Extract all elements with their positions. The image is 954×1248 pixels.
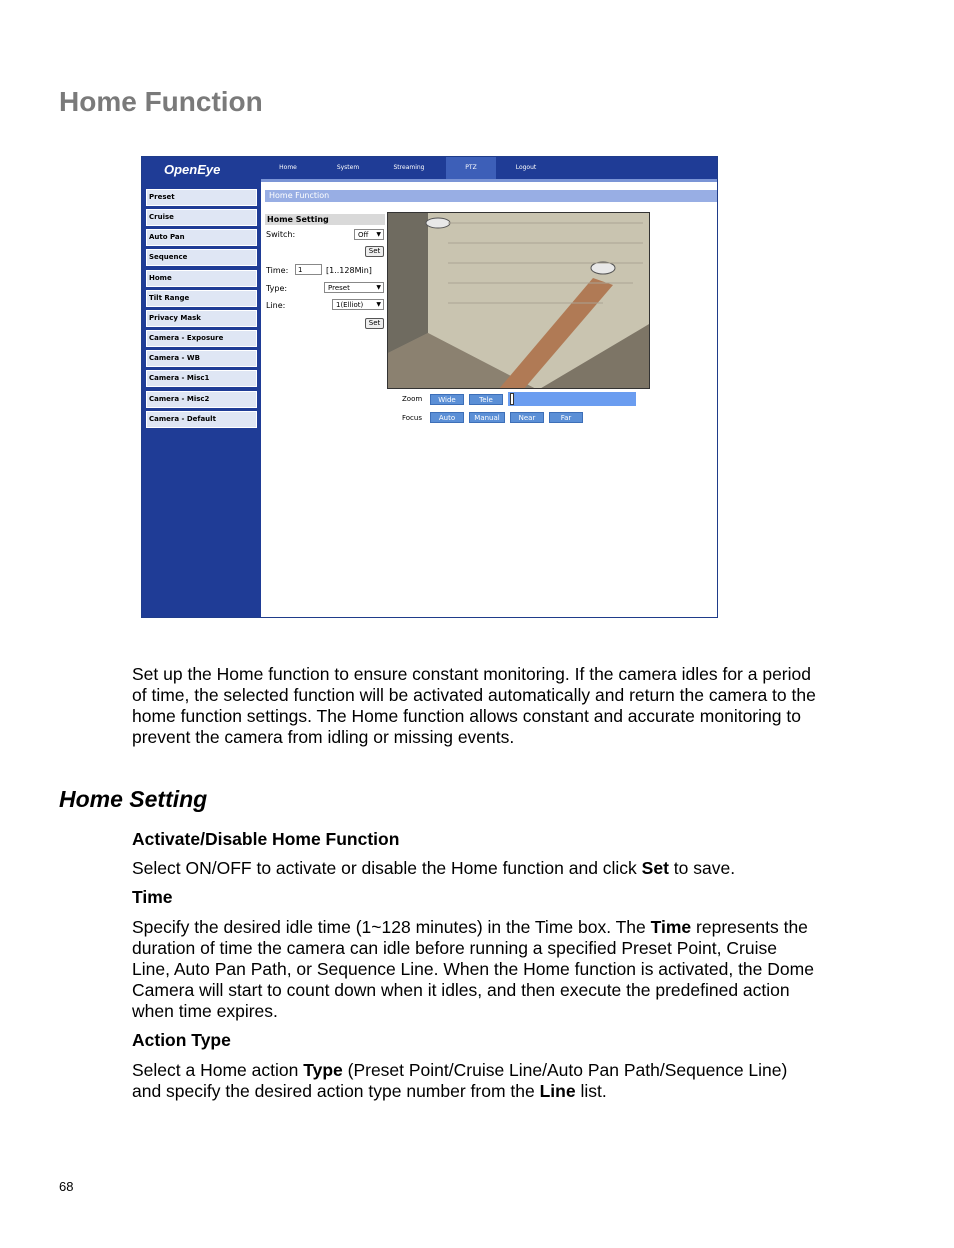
text-run: (Preset Point/Cruise Line/Auto Pan Path/Sequence Line) xyxy=(342,1060,788,1080)
intro-paragraph xyxy=(132,664,857,748)
text-run: when time expires. xyxy=(132,1001,278,1021)
action-type-paragraph xyxy=(132,1060,857,1102)
focus-auto-button[interactable]: Auto xyxy=(430,412,464,423)
zoom-slider-track[interactable] xyxy=(508,392,636,406)
menu-camera-default[interactable]: Camera - Default xyxy=(146,411,257,428)
bold-run: Time xyxy=(650,917,692,937)
zoom-wide-button[interactable]: Wide xyxy=(430,394,464,405)
focus-label: Focus xyxy=(402,414,422,422)
intro-line: of time, the selected function will be activated automatically and return the camera to the xyxy=(132,685,816,705)
chevron-down-icon: ▼ xyxy=(376,231,381,238)
switch-label: Switch: xyxy=(266,230,296,239)
action-type-heading: Action Type xyxy=(132,1030,231,1050)
switch-select[interactable] xyxy=(354,229,384,240)
subsection-title-bar: Home Setting xyxy=(265,214,385,225)
text-run: Select a Home action xyxy=(132,1060,304,1080)
type-label: Type: xyxy=(266,284,288,293)
nav-underline xyxy=(261,179,717,182)
line-value: 1(Elliot) xyxy=(336,301,364,309)
menu-privacy-mask[interactable]: Privacy Mask xyxy=(146,310,257,327)
camera-live-view xyxy=(387,212,650,389)
nav-streaming[interactable]: Streaming xyxy=(393,164,425,171)
sidebar xyxy=(142,157,261,617)
focus-far-button[interactable]: Far xyxy=(549,412,583,423)
bold-run: Line xyxy=(539,1081,576,1101)
text-run: and specify the desired action type number from the xyxy=(132,1081,540,1101)
switch-set-button[interactable]: Set xyxy=(365,246,384,257)
bold-run: Type xyxy=(303,1060,343,1080)
activate-heading: Activate/Disable Home Function xyxy=(132,829,400,849)
text-run: Select ON/OFF to activate or disable the Home function and click xyxy=(132,858,642,878)
focus-manual-button[interactable]: Manual xyxy=(469,412,505,423)
line-label: Line: xyxy=(266,301,286,310)
menu-camera-misc2[interactable]: Camera - Misc2 xyxy=(146,391,257,408)
bold-run: Set xyxy=(641,858,669,878)
switch-value: Off xyxy=(358,231,369,239)
text-run: Specify the desired idle time (1~128 minutes) in the Time box. The xyxy=(132,917,651,937)
section-title-bar: Home Function xyxy=(265,190,718,202)
text-run: list. xyxy=(575,1081,607,1101)
text-run: Line, Auto Pan Path, or Sequence Line. When the Home function is activated, the Dome xyxy=(132,959,814,979)
chevron-down-icon: ▼ xyxy=(376,284,381,291)
zoom-slider-handle[interactable] xyxy=(510,393,514,405)
zoom-tele-button[interactable]: Tele xyxy=(469,394,503,405)
text-run: represents the xyxy=(691,917,808,937)
focus-near-button[interactable]: Near xyxy=(510,412,544,423)
menu-tilt-range[interactable]: Tilt Range xyxy=(146,290,257,307)
intro-line: prevent the camera from idling or missing events. xyxy=(132,727,515,747)
time-label: Time: xyxy=(266,266,289,275)
text-run: duration of time the camera can idle before running a specified Preset Point, Cruise xyxy=(132,938,777,958)
menu-preset[interactable]: Preset xyxy=(146,189,257,206)
time-heading: Time xyxy=(132,887,173,907)
nav-system[interactable]: System xyxy=(336,164,360,171)
menu-auto-pan[interactable]: Auto Pan xyxy=(146,229,257,246)
menu-sequence[interactable]: Sequence xyxy=(146,249,257,266)
menu-cruise[interactable]: Cruise xyxy=(146,209,257,226)
menu-camera-exposure[interactable]: Camera - Exposure xyxy=(146,330,257,347)
nav-home[interactable]: Home xyxy=(279,164,297,171)
openeye-logo: OpenEye xyxy=(142,157,261,182)
time-range-hint: [1..128Min] xyxy=(326,266,372,275)
nav-ptz[interactable]: PTZ xyxy=(446,157,496,179)
page-number: 68 xyxy=(59,1179,74,1194)
menu-camera-wb[interactable]: Camera - WB xyxy=(146,350,257,367)
nav-logout[interactable]: Logout xyxy=(515,164,537,171)
type-select[interactable] xyxy=(324,282,384,293)
time-paragraph xyxy=(132,917,857,1022)
page-title: Home Function xyxy=(59,86,263,117)
intro-line: Set up the Home function to ensure constant monitoring. If the camera idles for a period xyxy=(132,664,811,684)
chevron-down-icon: ▼ xyxy=(376,301,381,308)
camera-image xyxy=(388,213,650,389)
text-run: Camera will start to count down when it idles, and then execute the predefined action xyxy=(132,980,790,1000)
camera-ui-screenshot xyxy=(141,156,718,618)
intro-line: home function settings. The Home function allows constant and accurate monitoring to xyxy=(132,706,801,726)
line-set-button[interactable]: Set xyxy=(365,318,384,329)
menu-home[interactable]: Home xyxy=(146,270,257,287)
zoom-label: Zoom xyxy=(402,395,423,403)
activate-paragraph xyxy=(132,858,857,879)
menu-camera-misc1[interactable]: Camera - Misc1 xyxy=(146,370,257,387)
text-run: to save. xyxy=(668,858,736,878)
time-input[interactable]: 1 xyxy=(295,264,322,275)
type-value: Preset xyxy=(328,284,350,292)
line-select[interactable] xyxy=(332,299,384,310)
home-setting-heading: Home Setting xyxy=(59,786,208,812)
